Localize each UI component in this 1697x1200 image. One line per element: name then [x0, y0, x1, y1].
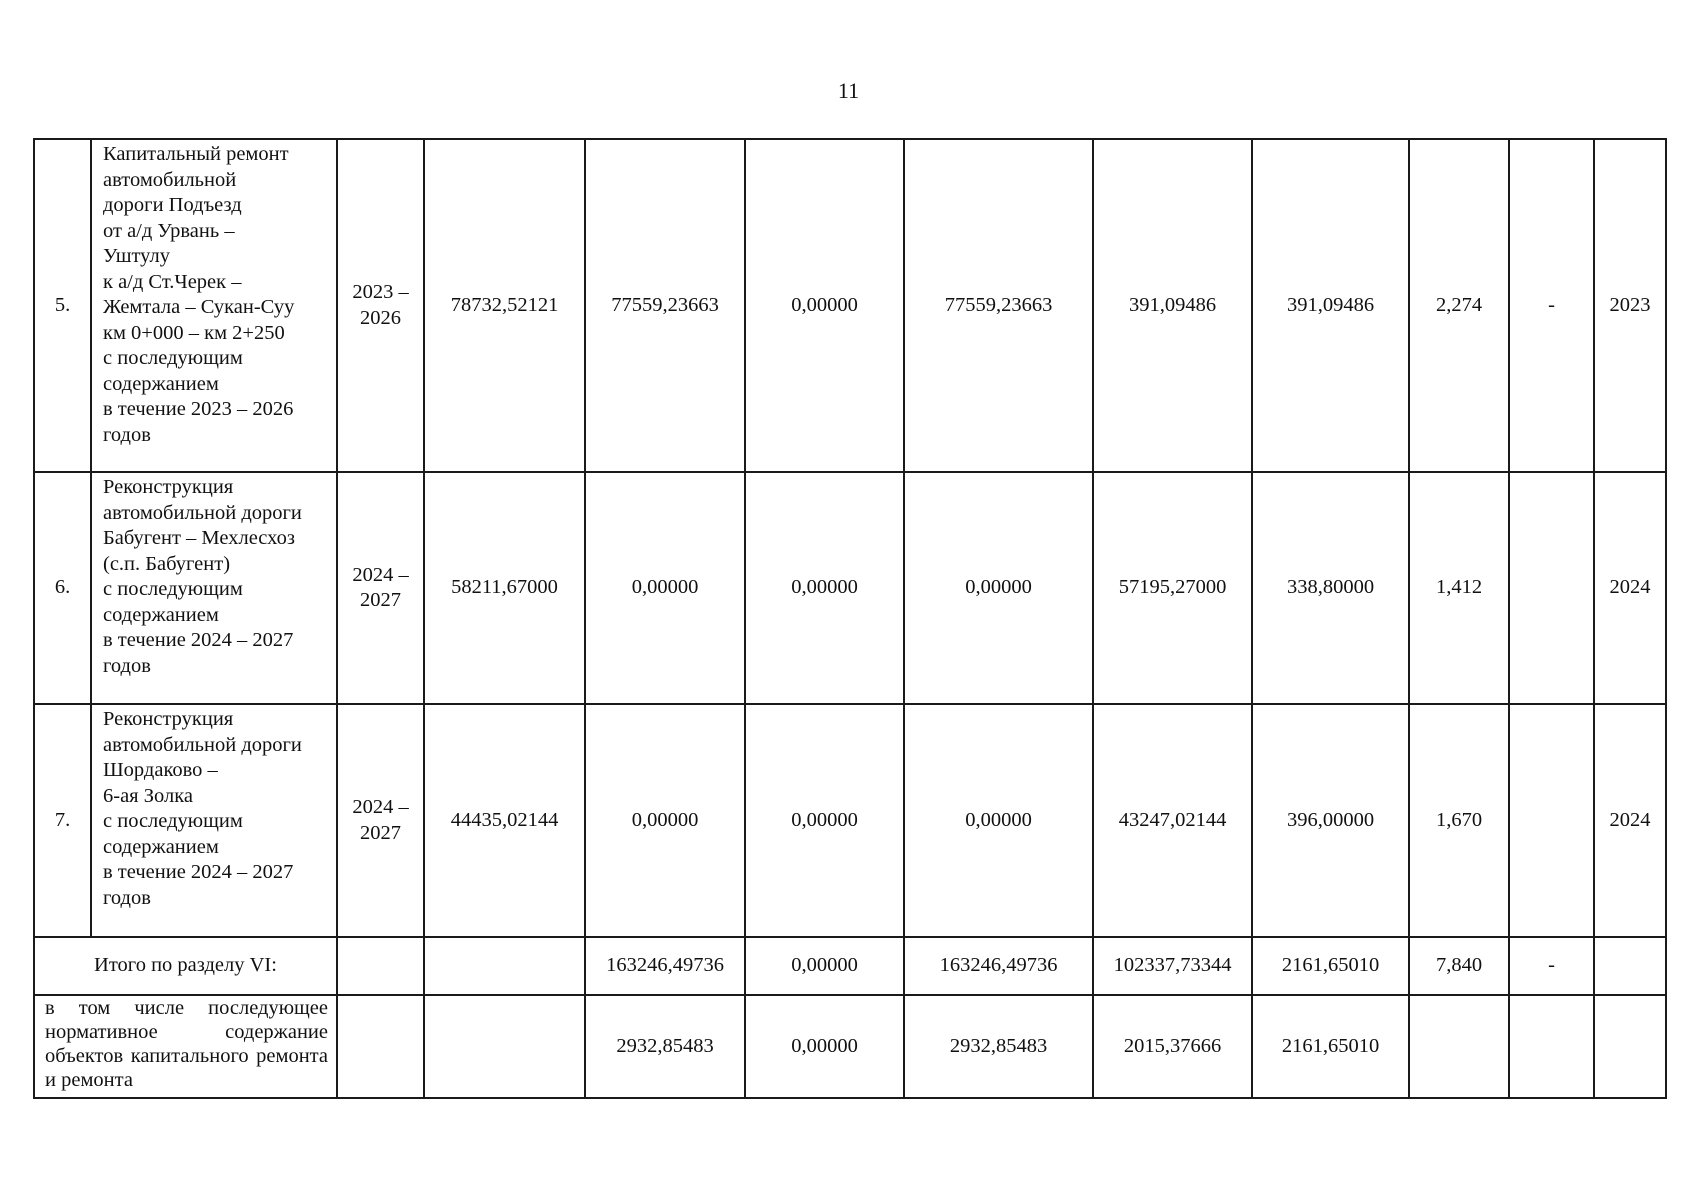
- length-cell: 2,274: [1409, 139, 1509, 472]
- empty-cell: [424, 937, 585, 995]
- amount-cell: 2932,85483: [585, 995, 745, 1098]
- empty-cell: [1594, 937, 1666, 995]
- amount-cell: 102337,73344: [1093, 937, 1252, 995]
- amount-cell: 338,80000: [1252, 472, 1409, 704]
- year-cell: 2024: [1594, 704, 1666, 937]
- amount-cell: 44435,02144: [424, 704, 585, 937]
- period-cell: 2024 – 2027: [337, 704, 424, 937]
- empty-cell: [1594, 995, 1666, 1098]
- extra-cell: [1509, 704, 1594, 937]
- amount-cell: 0,00000: [745, 472, 904, 704]
- amount-cell: 163246,49736: [904, 937, 1093, 995]
- row-number: 6.: [34, 472, 91, 704]
- amount-cell: 43247,02144: [1093, 704, 1252, 937]
- maintenance-row: [34, 995, 1666, 1098]
- amount-cell: 2015,37666: [1093, 995, 1252, 1098]
- period-cell: 2023 – 2026: [337, 139, 424, 472]
- empty-cell: [1409, 995, 1509, 1098]
- length-cell: 1,670: [1409, 704, 1509, 937]
- object-name: Реконструкция автомобильной дороги Шордаково – 6-ая Золка с последующим содержанием в течение 2024 – 2027 годов: [91, 704, 337, 937]
- year-cell: 2024: [1594, 472, 1666, 704]
- amount-cell: 77559,23663: [585, 139, 745, 472]
- amount-cell: 0,00000: [745, 139, 904, 472]
- object-name: Реконструкция автомобильной дороги Бабугент – Мехлесхоз (с.п. Бабугент) с последующим содержанием в течение 2024 – 2027 годов: [91, 472, 337, 704]
- page-number: 11: [837, 78, 860, 103]
- extra-cell: [1509, 472, 1594, 704]
- amount-cell: 58211,67000: [424, 472, 585, 704]
- amount-cell: 0,00000: [745, 937, 904, 995]
- amount-cell: 78732,52121: [424, 139, 585, 472]
- total-row: [34, 937, 1666, 995]
- amount-cell: 0,00000: [585, 704, 745, 937]
- empty-cell: [337, 937, 424, 995]
- budget-table: [33, 138, 1667, 1099]
- row-number: 5.: [34, 139, 91, 472]
- extra-cell: -: [1509, 937, 1594, 995]
- maintenance-label: в том числе последующее нормативное содержание объектов капитального ремонта и ремонта: [34, 995, 337, 1098]
- row-number: 7.: [34, 704, 91, 937]
- amount-cell: 0,00000: [904, 472, 1093, 704]
- amount-cell: 391,09486: [1252, 139, 1409, 472]
- object-name: Капитальный ремонт автомобильной дороги Подъезд от а/д Урвань – Уштулу к а/д Ст.Черек – Жемтала – Сукан-Суу км 0+000 – км 2+250 с последующим содержанием в течение 2023 – 2026 годов: [91, 139, 337, 472]
- amount-cell: 57195,27000: [1093, 472, 1252, 704]
- amount-cell: 391,09486: [1093, 139, 1252, 472]
- amount-cell: 2161,65010: [1252, 937, 1409, 995]
- extra-cell: -: [1509, 139, 1594, 472]
- length-cell: 1,412: [1409, 472, 1509, 704]
- amount-cell: 396,00000: [1252, 704, 1409, 937]
- amount-cell: 77559,23663: [904, 139, 1093, 472]
- table-row: [34, 139, 1666, 472]
- empty-cell: [1509, 995, 1594, 1098]
- table-row: [34, 472, 1666, 704]
- amount-cell: 2932,85483: [904, 995, 1093, 1098]
- period-cell: 2024 – 2027: [337, 472, 424, 704]
- amount-cell: 163246,49736: [585, 937, 745, 995]
- amount-cell: 0,00000: [904, 704, 1093, 937]
- length-cell: 7,840: [1409, 937, 1509, 995]
- amount-cell: 0,00000: [585, 472, 745, 704]
- empty-cell: [424, 995, 585, 1098]
- empty-cell: [337, 995, 424, 1098]
- table-row: [34, 704, 1666, 937]
- amount-cell: 2161,65010: [1252, 995, 1409, 1098]
- amount-cell: 0,00000: [745, 995, 904, 1098]
- amount-cell: 0,00000: [745, 704, 904, 937]
- total-label: Итого по разделу VI:: [34, 937, 337, 995]
- year-cell: 2023: [1594, 139, 1666, 472]
